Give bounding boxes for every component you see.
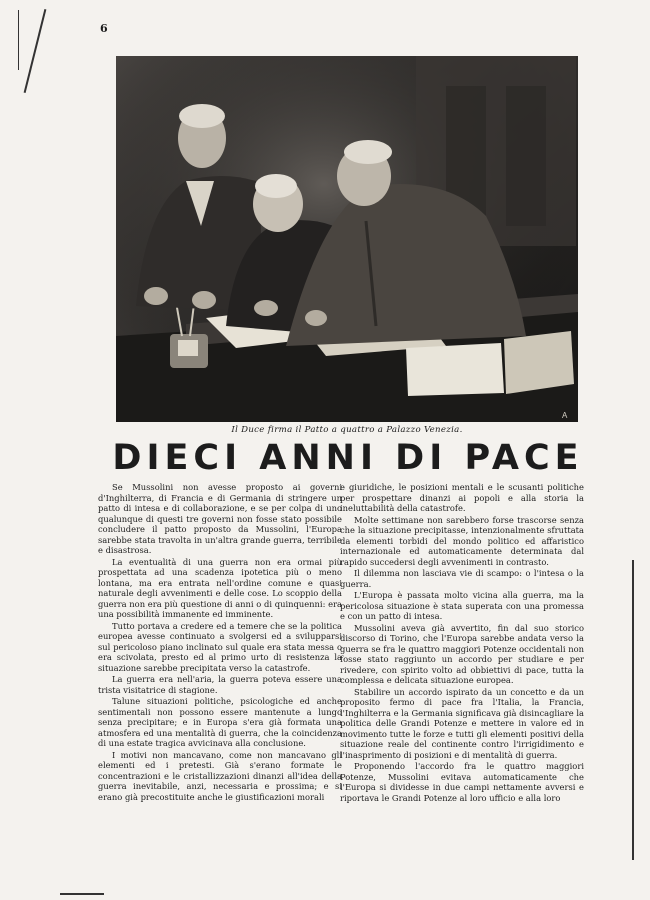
- paragraph: L'Europa è passata molto vicina alla guerra, ma la pericolosa situazione è stata superata con una promessa e con un patto di intesa.: [340, 590, 584, 621]
- paragraph: Stabilire un accordo ispirato da un concetto e da un proposito fermo di pace fra l'Italia, la Francia, l'Inghilterra e la Germania significava già disincagliare la politica delle Grandi Potenze e mettere in valore ed in movimento tutte le forze e tutti gli elementi positivi della situazione reale del continente contro l'irrigidimento e l'inasprimento di posizioni e di mentalità di guerra.: [340, 686, 584, 760]
- paragraph: Molte settimane non sarebbero forse trascorse senza che la situazione precipitasse, intenzionalmente sfruttata da elementi torbidi del mondo politico ed affaristico internazionale ed automaticamente determinata dal rapido succedersi degli avvenimenti in contrasto.: [340, 514, 584, 567]
- scan-mark-right: [632, 560, 634, 860]
- scan-mark-top-short: [18, 10, 19, 70]
- paragraph: La guerra era nell'aria, la guerra poteva essere una trista visitatrice di stagione.: [98, 674, 342, 695]
- photograph: [116, 56, 578, 422]
- scan-mark-top: [24, 9, 47, 93]
- paragraph-continued: e giuridiche, le posizioni mentali e le scusanti politiche per prospettare dinanzi ai popoli e alla storia la ineluttabilità della catastrofe.: [340, 482, 584, 513]
- page-number: 6: [100, 22, 108, 35]
- paragraph: Mussolini aveva già avvertito, fin dal suo storico discorso di Torino, che l'Europa sarebbe andata verso la guerra se fra le quattro maggiori Potenze occidentali non fosse stato raggiunto un accordo per studiare e per rivedere, con spirito volto ad obbiettivi di pace, tutta la complessa e delicata situazione europea.: [340, 622, 584, 685]
- paragraph: Il dilemma non lasciava vie di scampo: o l'intesa o la guerra.: [340, 568, 584, 589]
- paragraph: Tutto portava a credere ed a temere che se la politica europea avesse continuato a svolgersi ed a svilupparsi sul pericoloso piano inclinato sul quale era stata messa o era scivolata, presto ed al primo urto di resistenza la situazione sarebbe precipitata verso la catastrofe.: [98, 620, 342, 673]
- paragraph: Proponendo l'accordo fra le quattro maggiori Potenze, Mussolini evitava automaticamente che l'Europa si dividesse in due campi nettamente avversi e riportava le Grandi Potenze al loro ufficio e alla loro: [340, 761, 584, 803]
- paragraph: Talune situazioni politiche, psicologiche ed anche sentimentali non possono essere mantenute a lungo senza precipitare; e in Europa s'era già formata una atmosfera ed una mentalità di guerra, che la coincidenza di una estate tragica avvicinava alla conclusione.: [98, 696, 342, 748]
- scan-mark-bottom: [60, 893, 104, 895]
- paragraph: I motivi non mancavano, come non mancavano gli elementi ed i pretesti. Già s'erano formate le concentrazioni e le cristallizzazioni dinanzi all'idea della guerra inevitabile, anzi, necessaria e prossima; e si erano già precostituite anche le giustificazioni morali: [98, 749, 342, 802]
- svg-text:A: A: [562, 411, 568, 420]
- article-column-left: [98, 482, 342, 803]
- paragraph: Se Mussolini non avesse proposto ai governi d'Inghilterra, di Francia e di Germania di stringere un patto di intesa e di collaborazione, e se per colpa di uno qualunque di questi tre governi non fosse stato possibile concludere il patto proposto da Mussolini, l'Europa sarebbe stata travolta in un'altra grande guerra, terribile e disastrosa.: [98, 482, 342, 555]
- article-column-right: [340, 482, 584, 804]
- photo-caption: Il Duce firma il Patto a quattro a Palazzo Venezia.: [231, 425, 463, 435]
- paragraph: La eventualità di una guerra non era ormai più prospettata ad una scadenza ipotetica più o meno lontana, ma era entrata nell'ordine comune e quasi naturale degli avvenimenti e delle cose. Lo scoppio della guerra non era più questione di anni o di quinquenni: era una possibilità immanente ed imminente.: [98, 556, 342, 619]
- article-headline: DIECI ANNI DI PACE: [112, 438, 584, 478]
